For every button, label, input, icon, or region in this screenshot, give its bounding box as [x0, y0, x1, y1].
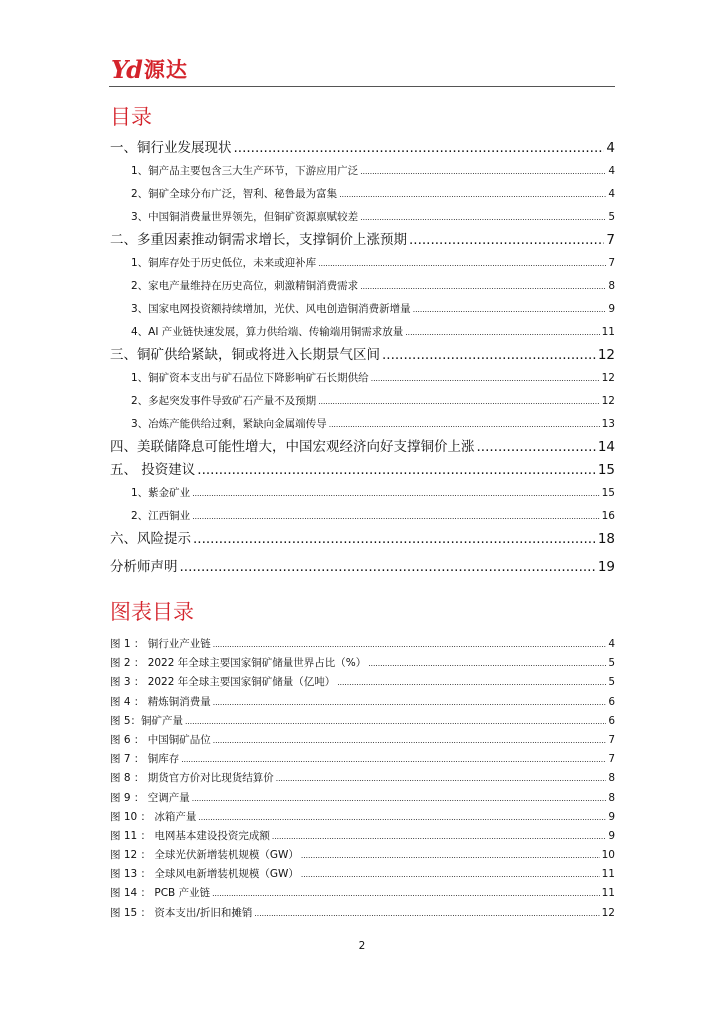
figure-entry-page: 7	[608, 733, 615, 746]
figure-entry-label: 图 10 ： 冰箱产量	[110, 810, 197, 823]
figure-entry-page: 6	[608, 714, 615, 727]
figure-entry[interactable]	[110, 673, 615, 692]
toc-title: 目录	[110, 105, 152, 129]
toc-entry-page: 13	[601, 418, 615, 430]
figure-entry-label: 图 6 ： 中国铜矿品位	[110, 733, 211, 746]
dot-leader	[329, 413, 600, 436]
dot-leader	[477, 436, 596, 459]
dot-leader	[405, 321, 599, 344]
dot-leader	[234, 137, 605, 160]
toc-entry-level2[interactable]	[110, 367, 615, 390]
toc-entry-page: 4	[608, 165, 615, 177]
figure-entry[interactable]	[110, 712, 615, 731]
toc-entry-level1[interactable]	[110, 528, 615, 551]
toc-entry-page: 15	[597, 462, 615, 478]
figure-entry[interactable]	[110, 827, 615, 846]
dot-leader	[197, 459, 596, 482]
toc-entry-label: 2、江西铜业	[131, 510, 191, 522]
dot-leader	[254, 904, 599, 923]
dot-leader	[198, 808, 606, 827]
dot-leader	[213, 731, 607, 750]
dot-leader	[192, 789, 607, 808]
figure-entry-label: 图 2 ： 2022 年全球主要国家铜矿储量世界占比（%）	[110, 657, 367, 670]
toc-entry-level1[interactable]	[110, 459, 615, 482]
dot-leader	[180, 556, 596, 579]
dot-leader	[413, 298, 607, 321]
toc-entry-level1[interactable]	[110, 229, 615, 252]
figure-entry-page: 10	[601, 849, 615, 862]
dot-leader	[337, 673, 606, 692]
toc-entry-page: 11	[601, 326, 615, 338]
dot-leader	[360, 206, 606, 229]
figure-entry-label: 图 5：铜矿产量	[110, 714, 184, 727]
dot-leader	[339, 183, 606, 206]
dot-leader	[185, 712, 606, 731]
toc-entry-page: 7	[606, 232, 615, 248]
toc-entry-page: 16	[601, 510, 615, 522]
figure-entry-label: 图 11 ： 电网基本建设投资完成额	[110, 829, 270, 842]
figure-entry-page: 12	[601, 906, 615, 919]
list-of-figures	[110, 635, 615, 923]
figure-entry[interactable]	[110, 865, 615, 884]
toc-entry-level1[interactable]	[110, 436, 615, 459]
toc-entry-level2[interactable]	[110, 482, 615, 505]
figure-entry-page: 9	[608, 810, 615, 823]
dot-leader	[213, 693, 607, 712]
figure-entry-page: 11	[601, 887, 615, 900]
toc-entry-page: 8	[608, 280, 615, 292]
figure-entry[interactable]	[110, 654, 615, 673]
figure-entry[interactable]	[110, 884, 615, 903]
dot-leader	[382, 344, 596, 367]
toc-entry-label: 1、紫金矿业	[131, 487, 191, 499]
toc-entry-label: 2、铜矿全球分布广泛，智利、秘鲁最为富集	[131, 188, 338, 200]
dot-leader	[213, 635, 607, 654]
toc-entry-label: 3、国家电网投资额持续增加，光伏、风电创造铜消费新增量	[131, 303, 411, 315]
toc-entry-level2[interactable]	[110, 275, 615, 298]
toc-entry-page: 18	[597, 531, 615, 547]
toc-entry-label: 2、多起突发事件导致矿石产量不及预期	[131, 395, 317, 407]
toc-entry-label: 3、冶炼产能供给过剩，紧缺向金属端传导	[131, 418, 327, 430]
header-divider	[109, 86, 615, 87]
toc-entry-level2[interactable]	[110, 298, 615, 321]
toc-entry-label: 四、美联储降息可能性增大，中国宏观经济向好支撑铜价上涨	[110, 439, 475, 455]
figure-entry-page: 5	[608, 676, 615, 689]
toc-entry-level1[interactable]	[110, 556, 615, 579]
figure-entry-page: 7	[608, 753, 615, 766]
dot-leader	[409, 229, 604, 252]
dot-leader	[301, 865, 600, 884]
figure-entry[interactable]	[110, 808, 615, 827]
figure-entry-page: 11	[601, 868, 615, 881]
toc-entry-level2[interactable]	[110, 252, 615, 275]
dot-leader	[360, 160, 606, 183]
figure-entry-label: 图 4 ： 精炼铜消费量	[110, 695, 211, 708]
dot-leader	[193, 528, 596, 551]
toc-entry-page: 5	[608, 211, 615, 223]
brand-header	[111, 54, 188, 84]
figure-entry-label: 图 9 ： 空调产量	[110, 791, 190, 804]
figure-entry-label: 图 3 ： 2022 年全球主要国家铜矿储量（亿吨）	[110, 676, 336, 689]
toc-entry-level2[interactable]	[110, 206, 615, 229]
figure-entry[interactable]	[110, 769, 615, 788]
toc-entry-page: 7	[608, 257, 615, 269]
toc-entry-label: 1、铜库存处于历史低位，未来或迎补库	[131, 257, 317, 269]
toc-entry-level2[interactable]	[110, 390, 615, 413]
dot-leader	[301, 846, 600, 865]
toc-entry-label: 2、家电产量维持在历史高位，刺激精铜消费需求	[131, 280, 359, 292]
figure-entry-label: 图 8 ： 期货官方价对比现货结算价	[110, 772, 274, 785]
toc-entry-page: 9	[608, 303, 615, 315]
toc-entry-level1[interactable]	[110, 137, 615, 160]
figures-title: 图表目录	[110, 600, 194, 624]
figure-entry[interactable]	[110, 789, 615, 808]
logo-mark: Yd	[111, 54, 141, 84]
dot-leader	[276, 769, 607, 788]
figure-entry-label: 图 13 ： 全球风电新增装机规模（GW）	[110, 868, 299, 881]
toc-entry-page: 15	[601, 487, 615, 499]
page-number: 2	[358, 940, 366, 952]
toc-entry-level1[interactable]	[110, 344, 615, 367]
toc-entry-level2[interactable]	[110, 183, 615, 206]
dot-leader	[368, 654, 606, 673]
toc-entry-level2[interactable]	[110, 505, 615, 528]
figure-entry-label: 图 14 ： PCB 产业链	[110, 887, 211, 900]
figure-entry[interactable]	[110, 904, 615, 923]
toc-entry-page: 12	[597, 347, 615, 363]
dot-leader	[192, 505, 599, 528]
table-of-contents	[110, 137, 615, 579]
toc-entry-label: 二、多重因素推动铜需求增长，支撑铜价上涨预期	[110, 232, 407, 248]
dot-leader	[318, 390, 599, 413]
toc-entry-page: 12	[601, 372, 615, 384]
toc-entry-label: 1、铜矿资本支出与矿石品位下降影响矿石长期供给	[131, 372, 369, 384]
dot-leader	[371, 367, 600, 390]
toc-entry-label: 分析师声明	[110, 559, 178, 575]
toc-entry-label: 1、铜产品主要包含三大生产环节，下游应用广泛	[131, 165, 359, 177]
dot-leader	[272, 827, 606, 846]
toc-entry-level2[interactable]	[110, 160, 615, 183]
dot-leader	[192, 482, 599, 505]
dot-leader	[181, 750, 606, 769]
dot-leader	[318, 252, 606, 275]
figure-entry-page: 8	[608, 791, 615, 804]
figure-entry[interactable]	[110, 750, 615, 769]
figure-entry-label: 图 7 ： 铜库存	[110, 753, 180, 766]
toc-entry-page: 12	[601, 395, 615, 407]
toc-entry-level2[interactable]	[110, 321, 615, 344]
toc-entry-label: 五、 投资建议	[110, 462, 196, 478]
figure-entry-label: 图 12 ： 全球光伏新增装机规模（GW）	[110, 849, 299, 862]
figure-entry-page: 6	[608, 695, 615, 708]
figure-entry-page: 9	[608, 829, 615, 842]
figure-entry[interactable]	[110, 693, 615, 712]
dot-leader	[360, 275, 606, 298]
toc-entry-label: 3、中国铜消费量世界领先，但铜矿资源禀赋较差	[131, 211, 359, 223]
toc-entry-page: 19	[597, 559, 615, 575]
toc-entry-label: 4、AI 产业链快速发展，算力供给端、传输端用铜需求放量	[131, 326, 404, 338]
toc-entry-level2[interactable]	[110, 413, 615, 436]
figure-entry-page: 4	[608, 638, 615, 650]
logo-text: 源达	[143, 58, 188, 82]
figure-entry-label: 图 15 ： 资本支出/折旧和摊销	[110, 906, 253, 919]
toc-entry-label: 一、铜行业发展现状	[110, 140, 232, 156]
toc-entry-page: 4	[608, 188, 615, 200]
figure-entry[interactable]	[110, 635, 615, 654]
toc-entry-label: 六、风险提示	[110, 531, 191, 547]
toc-entry-page: 14	[597, 439, 615, 455]
figure-entry-label: 图 1 ： 铜行业产业链	[110, 638, 211, 650]
dot-leader	[212, 884, 600, 903]
toc-entry-label: 三、铜矿供给紧缺，铜或将进入长期景气区间	[110, 347, 380, 363]
figure-entry[interactable]	[110, 846, 615, 865]
figure-entry-page: 8	[608, 772, 615, 785]
figure-entry-page: 5	[608, 657, 615, 670]
toc-entry-page: 4	[606, 140, 615, 156]
figure-entry[interactable]	[110, 731, 615, 750]
